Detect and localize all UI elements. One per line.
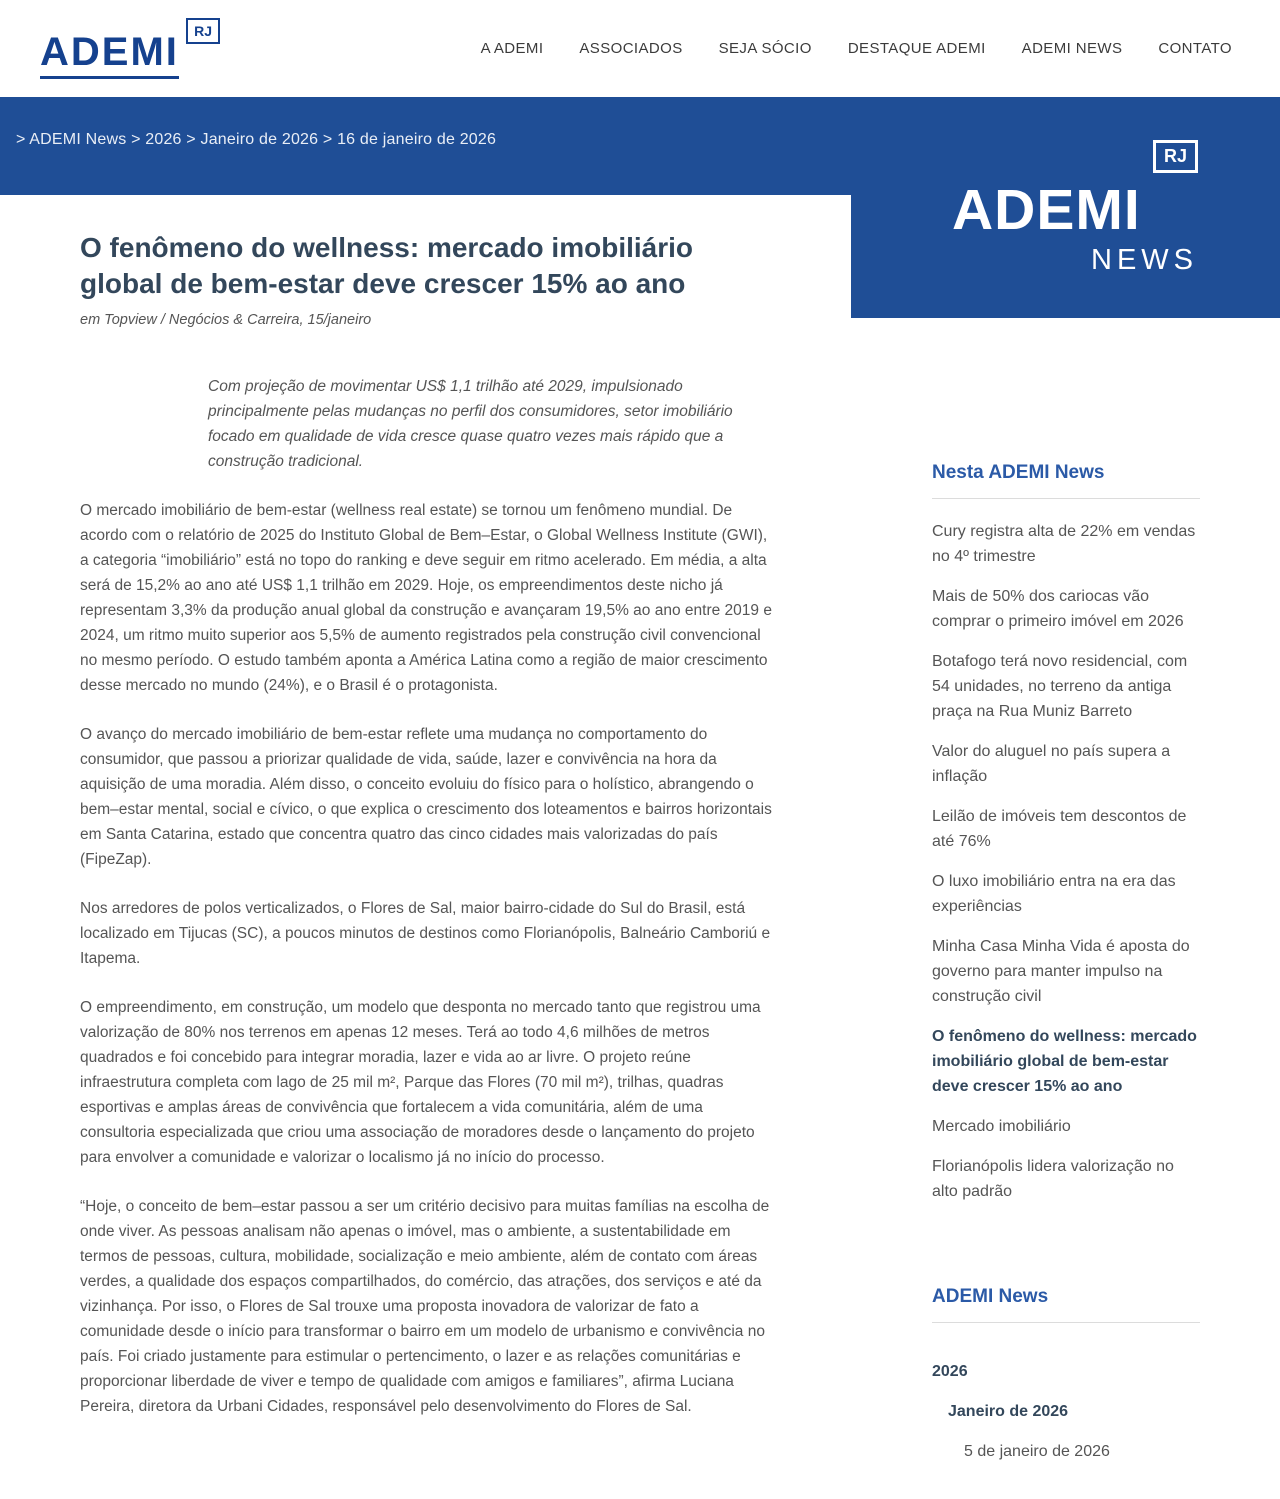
breadcrumb[interactable]: > ADEMI News > 2026 > Janeiro de 2026 > 16 de janeiro de 2026	[16, 131, 497, 148]
sidebar-link[interactable]: Minha Casa Minha Vida é aposta do governo para manter impulso na construção civil	[932, 938, 1190, 1005]
article-title: O fenômeno do wellness: mercado imobiliário global de bem-estar deve crescer 15% ao ano	[80, 232, 694, 299]
article-lead: Com projeção de movimentar US$ 1,1 trilhão até 2029, impulsionado principalmente pelas mudanças no perfil dos consumidores, setor imobiliário focado em qualidade de vida cresce quase quatro vezes mais rápido que a construção tradicional.	[208, 378, 733, 470]
main-nav	[481, 40, 1232, 57]
sidebar-section-title-nesta: Nesta ADEMI News	[932, 462, 1200, 499]
ademi-news-logo-text: ADEMI	[952, 178, 1141, 242]
sidebar-section-title-archive: ADEMI News	[932, 1286, 1200, 1323]
sidebar-link[interactable]: Valor do aluguel no país supera a inflação	[932, 743, 1171, 785]
article-body	[80, 498, 772, 1419]
nav-item-seja-socio[interactable]: SEJA SÓCIO	[718, 40, 812, 57]
sidebar-link[interactable]: Florianópolis lidera valorização no alto padrão	[932, 1158, 1174, 1200]
archive-month-link[interactable]: Janeiro de 2026	[948, 1403, 1069, 1420]
sidebar-link[interactable]: O luxo imobiliário entra na era das experiências	[932, 873, 1176, 915]
ademi-logo[interactable]	[40, 18, 210, 79]
article-paragraph: O mercado imobiliário de bem-estar (wellness real estate) se tornou um fenômeno mundial. De acordo com o relatório de 2025 do Instituto Global de Bem–Estar, o Global Wellness Institute (GWI), a categoria “imobiliário” está no topo do ranking e deve seguir em ritmo acelerado. Em média, a alta será de 15,2% ao ano até US$ 1,1 trilhão em 2029. Hoje, os empreendimentos deste nicho já representam 3,3% da produção anual global da construção e avançaram 19,5% ao ano entre 2019 e 2024, um ritmo muito superior aos 5,5% de aumento registrados pela construção civil convencional no mesmo período. O estudo também aponta a América Latina como a região de maior crescimento desse mercado no mundo (24%), e o Brasil é o protagonista.	[80, 502, 772, 694]
article-byline: em Topview / Negócios & Carreira, 15/janeiro	[80, 312, 372, 328]
header	[0, 0, 1280, 97]
ademi-news-logo-sub: NEWS	[1091, 244, 1198, 276]
archive-year-link[interactable]: 2026	[932, 1363, 968, 1380]
article-paragraph: O avanço do mercado imobiliário de bem-estar reflete uma mudança no comportamento do consumidor, que passou a priorizar qualidade de vida, saúde, lazer e convivência na hora da aquisição de uma moradia. Além disso, o conceito evoluiu do físico para o holístico, abrangendo o bem–estar mental, social e cívico, o que explica o crescimento dos loteamentos e bairros horizontais em Santa Catarina, estado que concentra quatro das cinco cidades mais valorizadas do país (FipeZap).	[80, 726, 772, 868]
sidebar-link[interactable]: Mercado imobiliário	[932, 1118, 1071, 1135]
article-paragraph: “Hoje, o conceito de bem–estar passou a ser um critério decisivo para muitas famílias na escolha de onde viver. As pessoas analisam não apenas o imóvel, mas o ambiente, a sustentabilidade em termos de pessoas, cultura, mobilidade, socialização e meio ambiente, além de contato com áreas verdes, a qualidade dos espaços compartilhados, do comércio, das atrações, dos serviços e até da vizinhança. Por isso, o Flores de Sal trouxe uma proposta inovadora de valorizar de fato a comunidade desde o início para transformar o bairro em um modelo de urbanismo e convivência no país. Foi criado justamente para estimular o pertencimento, o lazer e as relações comunitárias e proporcionar liberdade de viver e tempo de qualidade com amigos e familiares”, afirma Luciana Pereira, diretora da Urbani Cidades, responsável pelo desenvolvimento do Flores de Sal.	[80, 1198, 770, 1415]
nav-item-destaque-ademi[interactable]: DESTAQUE ADEMI	[847, 40, 986, 57]
sidebar-link-list	[932, 519, 1200, 1204]
article-paragraph: O empreendimento, em construção, um modelo que desponta no mercado tanto que registrou uma valorização de 80% nos terrenos em apenas 12 meses. Terá ao todo 4,6 milhões de metros quadrados e foi concebido para integrar moradia, lazer e vida ao ar livre. O projeto reúne infraestrutura completa com lago de 25 mil m², Parque das Flores (70 mil m²), trilhas, quadras esportivas e amplas áreas de convivência que fortalecem a vida comunitária, além de uma consultoria especializada que criou uma associação de moradores desde o lançamento do projeto para envolver a comunidade e valorizar o localismo já no início do processo.	[80, 999, 761, 1166]
archive-day-link[interactable]: 5 de janeiro de 2026	[964, 1443, 1110, 1460]
ademi-news-logo	[952, 140, 1198, 277]
nav-item-a-ademi[interactable]: A ADEMI	[480, 40, 544, 57]
rj-badge-white: RJ	[1153, 140, 1198, 173]
sidebar-link[interactable]: Leilão de imóveis tem descontos de até 76%	[932, 808, 1187, 850]
sidebar-link-current[interactable]: O fenômeno do wellness: mercado imobiliário global de bem-estar deve crescer 15% ao ano	[932, 1028, 1197, 1095]
nav-item-contato[interactable]: CONTATO	[1158, 40, 1232, 57]
sidebar-link[interactable]: Botafogo terá novo residencial, com 54 unidades, no terreno da antiga praça na Rua Muniz Barreto	[932, 653, 1188, 720]
ademi-logo-text: ADEMI	[40, 32, 179, 79]
nav-item-associados[interactable]: ASSOCIADOS	[579, 40, 683, 57]
sidebar-archive-section	[932, 1286, 1200, 1461]
article	[80, 230, 772, 1419]
sidebar-link[interactable]: Mais de 50% dos cariocas vão comprar o primeiro imóvel em 2026	[932, 588, 1184, 630]
article-paragraph: Nos arredores de polos verticalizados, o Flores de Sal, maior bairro-cidade do Sul do Brasil, está localizado em Tijucas (SC), a poucos minutos de destinos como Florianópolis, Balneário Camboriú e Itapema.	[80, 900, 771, 967]
rj-badge: RJ	[186, 18, 220, 44]
sidebar	[932, 462, 1200, 1461]
sidebar-link[interactable]: Cury registra alta de 22% em vendas no 4º trimestre	[932, 523, 1196, 565]
nav-item-ademi-news[interactable]: ADEMI NEWS	[1021, 40, 1123, 57]
